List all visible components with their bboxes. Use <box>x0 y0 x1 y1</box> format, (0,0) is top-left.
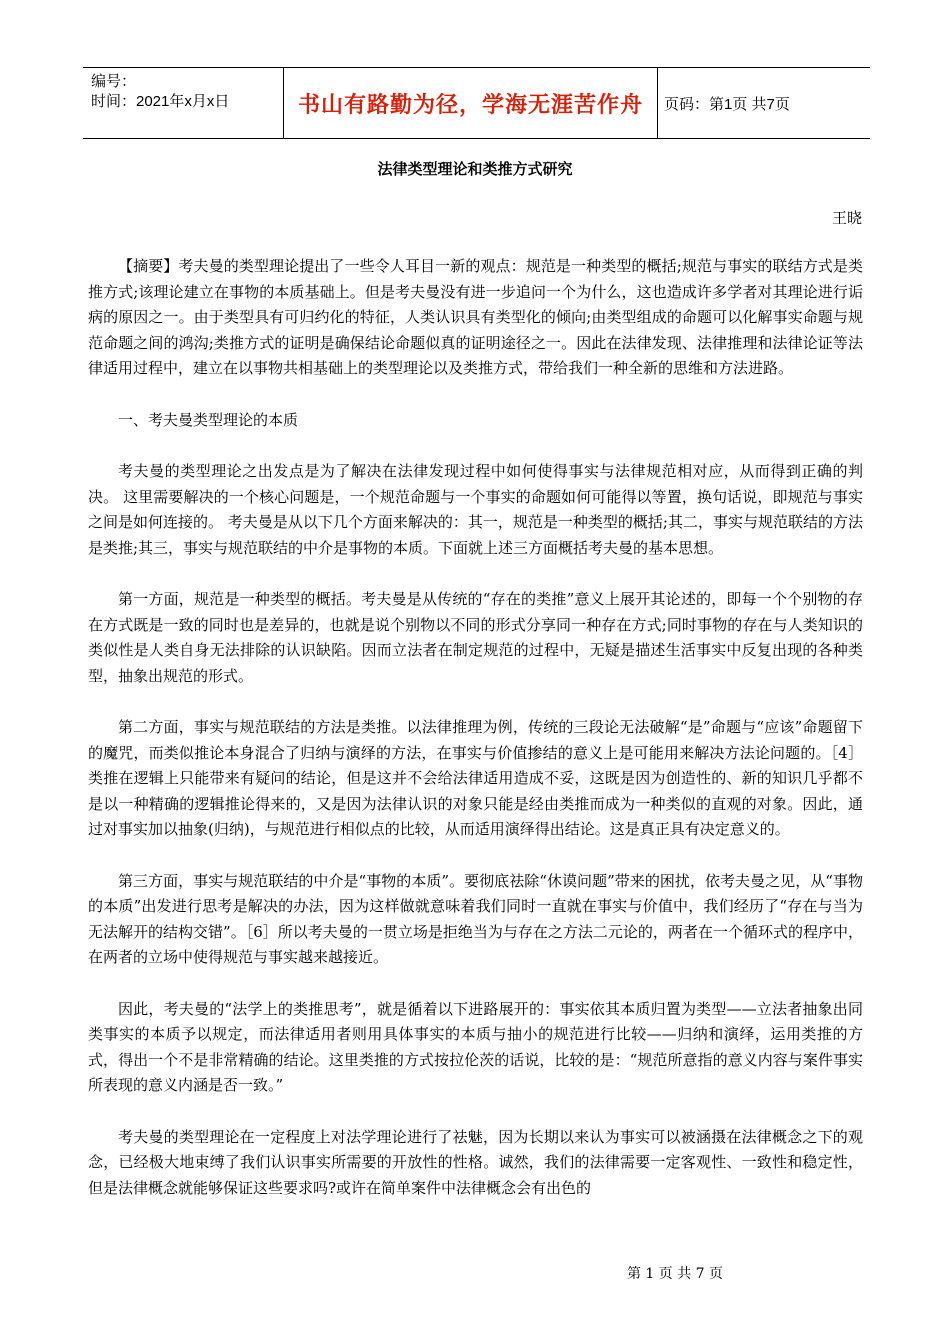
body-paragraph: 考夫曼的类型理论之出发点是为了解决在法律发现过程中如何使得事实与法律规范相对应，从而得到正确的判决。 这里需要解决的一个核心问题是，一个规范命题与一个事实的命题如何可能得以等置，换句话说，即规范与事实之间是如何连接的。 考夫曼是从以下几个方面来解决的：其一，规范是一种类型的概括;其二，事实与规范联结的方法是类推;其三，事实与规范联结的中介是事物的本质。下面就上述三方面概括考夫曼的基本思想。 <box>88 462 863 557</box>
header-motto: 书山有路勤为径，学海无涯苦作舟 <box>283 68 658 138</box>
abstract-paragraph: 【摘要】考夫曼的类型理论提出了一些令人耳目一新的观点：规范是一种类型的概括;规范与事实的联结方式是类推方式;该理论建立在事物的本质基础上。但是考夫曼没有进一步追问一个为什么，这也造成许多学者对其理论进行诟病的原因之一。由于类型具有可归约化的特征，人类认识具有类型化的倾向;由类型组成的命题可以化解事实命题与规范命题之间的鸿沟;类推方式的证明是确保结论命题似真的证明途径之一。因此在法律发现、法律推理和法律论证等法律适用过程中，建立在以事物共相基础上的类型理论以及类推方式，带给我们一种全新的思维和方法进路。 <box>88 257 863 377</box>
body-paragraph: 因此，考夫曼的“法学上的类推思考”，就是循着以下进路展开的：事实依其本质归置为类型——立法者抽象出同类事实的本质予以规定，而法律适用者则用具体事实的本质与抽小的规范进行比较——归纳和演绎，运用类推的方式，得出一个不是非常精确的结论。这里类推的方式按拉伦茨的话说，比较的是：“规范所意指的意义内容与案件事实所表现的意义内涵是否一致。” <box>88 999 863 1094</box>
header-time: 时间：2021年x月x日 <box>91 93 230 110</box>
document-body <box>88 254 863 1227</box>
page-footer: 第 1 页 共 7 页 <box>626 1266 724 1282</box>
body-paragraph: 第二方面，事实与规范联结的方法是类推。以法律推理为例，传统的三段论无法破解“是”命题与“应该”命题留下的魔咒，而类似推论本身混合了归纳与演绎的方法，在事实与价值掺结的意义上是可能用来解决方法论问题的。［4］类推在逻辑上只能带来有疑问的结论，但是这并不会给法律适用造成不妥，这既是因为创造性的、新的知识几乎都不是以一种精确的逻辑推论得来的，又是因为法律认识的对象只能是经由类推而成为一种类似的直观的对象。因此，通过对事实加以抽象(归纳)，与规范进行相似点的比较，从而适用演绎得出结论。这是真正具有决定意义的。 <box>88 718 863 838</box>
header-page-number: 页码：第1页 共7页 <box>664 95 790 113</box>
body-paragraph: 考夫曼的类型理论在一定程度上对法学理论进行了祛魅，因为长期以来认为事实可以被涵摄在法律概念之下的观念，已经极大地束缚了我们认识事实所需要的开放性的性格。诚然，我们的法律需要一定客观性、一致性和稳定性，但是法律概念就能够保证这些要求吗?或许在简单案件中法律概念会有出色的 <box>88 1127 863 1197</box>
header-meta <box>83 68 283 138</box>
section-heading: 一、考夫曼类型理论的本质 <box>118 410 299 429</box>
header-number: 编号： <box>91 73 137 90</box>
document-title: 法律类型理论和类推方式研究 <box>377 160 573 178</box>
document-author: 王晓 <box>831 209 862 227</box>
page-header <box>83 67 870 139</box>
body-paragraph: 第一方面，规范是一种类型的概括。考夫曼是从传统的“存在的类推”意义上展开其论述的，即每一个个别物的存在方式既是一致的同时也是差异的，也就是说个别物以不同的形式分享同一种存在方式;同时事物的存在与人类知识的类似性是人类自身无法排除的认识缺陷。因而立法者在制定规范的过程中，无疑是描述生活事实中反复出现的各种类型，抽象出规范的形式。 <box>88 590 863 685</box>
body-paragraph: 第三方面，事实与规范联结的中介是“事物的本质”。要彻底祛除“休谟问题”带来的困扰，依考夫曼之见，从“事物的本质”出发进行思考是解决的办法，因为这样做就意味着我们同时一直就在事实与价值中，我们经历了“存在与当为无法解开的结构交错”。［6］所以考夫曼的一贯立场是拒绝当为与存在之方法二元论的，两者在一个循环式的程序中，在两者的立场中使得规范与事实越来越接近。 <box>88 871 863 966</box>
